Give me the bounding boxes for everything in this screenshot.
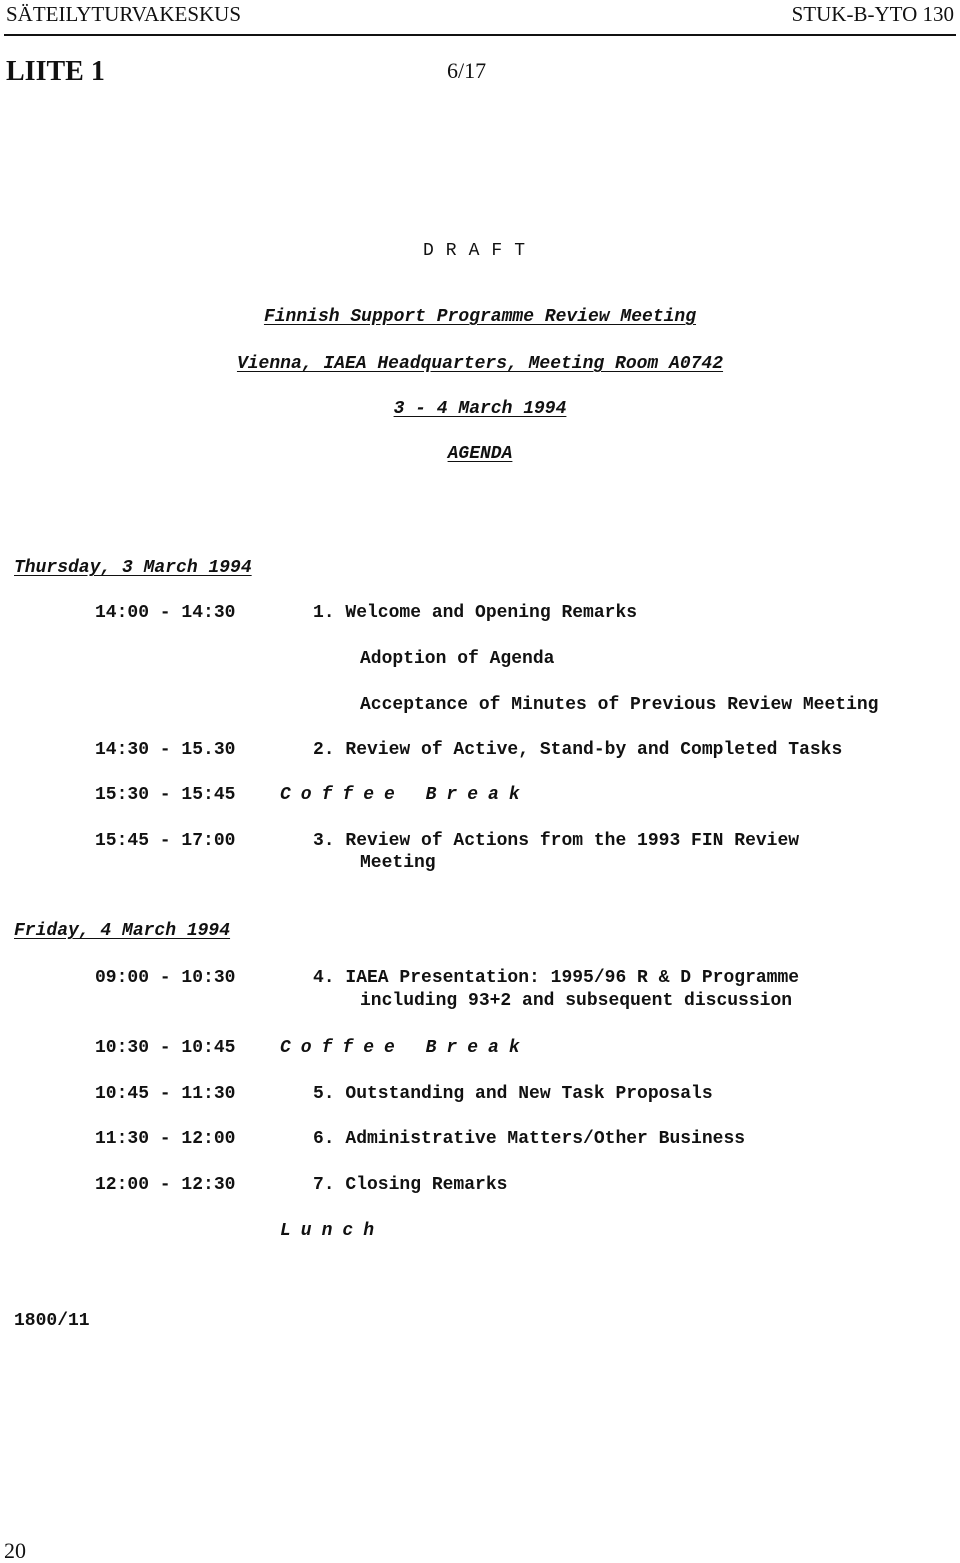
- agenda-item: 3. Review of Actions from the 1993 FIN Review: [313, 831, 800, 851]
- agenda-item-continuation: Meeting: [360, 853, 436, 873]
- agenda-time: 10:30 - 10:45: [95, 1038, 236, 1058]
- document-code: 1800/11: [14, 1311, 90, 1331]
- day-heading-thursday: Thursday, 3 March 1994: [14, 558, 252, 578]
- agenda-time: 15:45 - 17:00: [95, 831, 236, 851]
- meeting-dates: 3 - 4 March 1994: [393, 399, 567, 419]
- header-rule: [4, 34, 956, 36]
- agenda-item: 4. IAEA Presentation: 1995/96 R & D Programme: [313, 968, 800, 988]
- agenda-time: 11:30 - 12:00: [95, 1129, 236, 1149]
- agenda-item: 2. Review of Active, Stand-by and Completed Tasks: [313, 740, 843, 760]
- agenda-time: 14:30 - 15.30: [95, 740, 236, 760]
- agenda-time: 15:30 - 15:45: [95, 785, 236, 805]
- agenda-time: 09:00 - 10:30: [95, 968, 236, 988]
- meeting-location: Vienna, IAEA Headquarters, Meeting Room A0742: [236, 354, 724, 374]
- agenda-time: 10:45 - 11:30: [95, 1084, 236, 1104]
- agenda-item: 5. Outstanding and New Task Proposals: [313, 1084, 713, 1104]
- draft-label: DRAFT: [422, 241, 537, 261]
- meeting-title: Finnish Support Programme Review Meeting: [263, 307, 697, 327]
- header-organization: SÄTEILYTURVAKESKUS: [6, 2, 242, 26]
- agenda-time: 12:00 - 12:30: [95, 1175, 236, 1195]
- lunch-break: Lunch: [280, 1221, 385, 1241]
- header-report-number: STUK-B-YTO 130: [791, 2, 954, 26]
- page-count: 6/17: [447, 58, 487, 83]
- agenda-item: 6. Administrative Matters/Other Business: [313, 1129, 746, 1149]
- agenda-item: 7. Closing Remarks: [313, 1175, 508, 1195]
- coffee-break: Coffee Break: [280, 1038, 530, 1058]
- agenda-heading: AGENDA: [447, 444, 513, 464]
- page-number: 20: [4, 1538, 26, 1563]
- agenda-subitem: Acceptance of Minutes of Previous Review Meeting: [360, 695, 879, 715]
- agenda-item-continuation: including 93+2 and subsequent discussion: [360, 991, 793, 1011]
- agenda-subitem: Adoption of Agenda: [360, 649, 555, 669]
- agenda-time: 14:00 - 14:30: [95, 603, 236, 623]
- coffee-break: Coffee Break: [280, 785, 530, 805]
- annex-label: LIITE 1: [6, 56, 105, 87]
- agenda-item: 1. Welcome and Opening Remarks: [313, 603, 638, 623]
- day-heading-friday: Friday, 4 March 1994: [14, 921, 231, 941]
